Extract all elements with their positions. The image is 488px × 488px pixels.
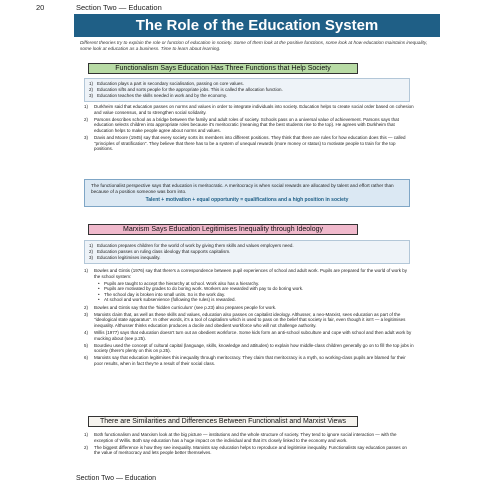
list-item: 3) Davis and Moore (1945) say that every society sorts its members into different positions. They think that there are rules for how education does this — called "principles of stratification". They believe that there has to be a system of unequal rewards (more money or status) to motivate people to train for the top positions. xyxy=(84,134,406,152)
list-item: 6) Marxists say that education legitimises this inequality through meritocracy. They claim that meritocracy is a myth, so working-class pupils are blamed for their poor results, when in fact they're a result of their social class. xyxy=(84,355,406,366)
bullet-item: • The school day is broken into small units. So is the work day. xyxy=(104,292,414,298)
list-item: 1) Durkheim said that education passes on norms and values in order to integrate individuals into society. Education helps to create social order based on cohesion and value consensus, and to strengthen social solidarity. xyxy=(84,104,414,115)
intro-paragraph: Different theories try to explain the role or function of education in society. Some of them look at the positive functions, some look at how education maintains inequality, some look at education as a business. Time to learn about learning. xyxy=(80,40,428,51)
list-item: 3) Education legitimises inequality. xyxy=(89,255,161,260)
meritocracy-definition: The functionalist perspective says that education is meritocratic. A meritocracy is when social rewards are allocated by talent and effort rather than because of a position someone was born into. xyxy=(91,183,394,194)
list-item: 2) Parsons describes school as a bridge between the family and adult roles of society. Schools pass on a universal value of achievement. Parsons says that education selects children into appropriate roles because it's meritocratic (meaning that the best students rise to the top). He agrees with Durkheim that education helps to make people agree about norms and values. xyxy=(84,116,399,133)
comparison-points xyxy=(84,432,414,457)
functionalism-functions-box xyxy=(84,78,410,102)
comparison-heading: There are Similarities and Differences Between Functionalist and Marxist Views xyxy=(88,416,358,427)
list-item: 1) Education plays a part in secondary socialisation, passing on core values. xyxy=(89,81,244,86)
bullet-item: • At school and work subservience (following the rules) is rewarded. xyxy=(104,297,414,303)
meritocracy-summary-box xyxy=(84,179,410,207)
list-item: 1) Education prepares children for the world of work by giving them skills and values employers need. xyxy=(89,243,294,248)
list-item: 1) Both functionalism and Marxism look at the big picture — institutions and the whole structure of society. They tend to ignore social interaction — with the exception of Willis. Both say education has a huge impact on the individual and that it's closely linked to the economy and work. xyxy=(84,432,397,443)
bullet-item: • Pupils are taught to accept the hierarchy at school. Work also has a hierarchy. xyxy=(104,281,414,287)
list-item: 2) Education passes on ruling class ideology that supports capitalism. xyxy=(89,249,231,254)
list-item: 2) Bowles and Gintis say that the 'hidden curriculum' (see p.23) also prepares people for work. xyxy=(84,304,277,310)
page-title: The Role of the Education System xyxy=(74,14,440,37)
list-item: 5) Bourdieu used the concept of cultural capital (language, skills, knowledge and attitudes) to explain how middle-class children generally go on to fill the top jobs in society (there's plenty on this on p.25). xyxy=(84,342,414,354)
list-item: 3) Marxists claim that, as well as these skills and values, education also passes on capitalist ideology. Althusser, a neo-Marxist, sees education as part of the "ideological state apparatus". In other words, it's a tool of capitalism which is used to pass on the belief that society is fair, even though it isn't — a legitimises inequality. Althusser thinks education produces a docile and obedient workforce who will not challenge authority. xyxy=(84,311,406,328)
functionalism-heading: Functionalism Says Education Has Three Functions that Help Society xyxy=(88,63,358,74)
meritocracy-formula: Talent + motivation + equal opportunity = qualifications and a high position in society xyxy=(145,197,349,203)
marxism-points xyxy=(84,268,414,368)
list-item: 1) Bowles and Gintis (1976) say that there's a correspondence between pupil experiences of school and adult work. Pupils are prepared for the world of work by the school system: xyxy=(84,268,408,279)
header-section-title: Section Two — Education xyxy=(76,3,162,12)
list-item: 2) The biggest difference is how they see inequality. Marxists say education helps to reproduce and legitimise inequality. Functionalists say education passes on the value of meritocracy and lets people better themselves. xyxy=(84,444,407,456)
list-item: 2) Education sifts and sorts people for the appropriate jobs. This is called the allocation function. xyxy=(89,87,283,92)
marxism-heading: Marxism Says Education Legitimises Inequality through Ideology xyxy=(88,224,358,235)
list-item: 4) Willis (1977) says that education doesn't turn out an obedient workforce. Some kids form an anti-school subculture and cope with school and then adult work by mucking about (see p.25). xyxy=(84,329,412,341)
page-number: 20 xyxy=(36,3,45,12)
bullet-item: • Pupils are motivated by grades to do boring work. Workers are rewarded with pay to do boring work. xyxy=(104,286,414,292)
page-footer: Section Two — Education xyxy=(76,475,157,482)
list-item: 3) Education teaches the skills needed in work and by the economy. xyxy=(89,93,227,98)
page-header xyxy=(0,3,488,14)
functionalism-points xyxy=(84,104,414,153)
marxism-functions-box xyxy=(84,240,410,264)
